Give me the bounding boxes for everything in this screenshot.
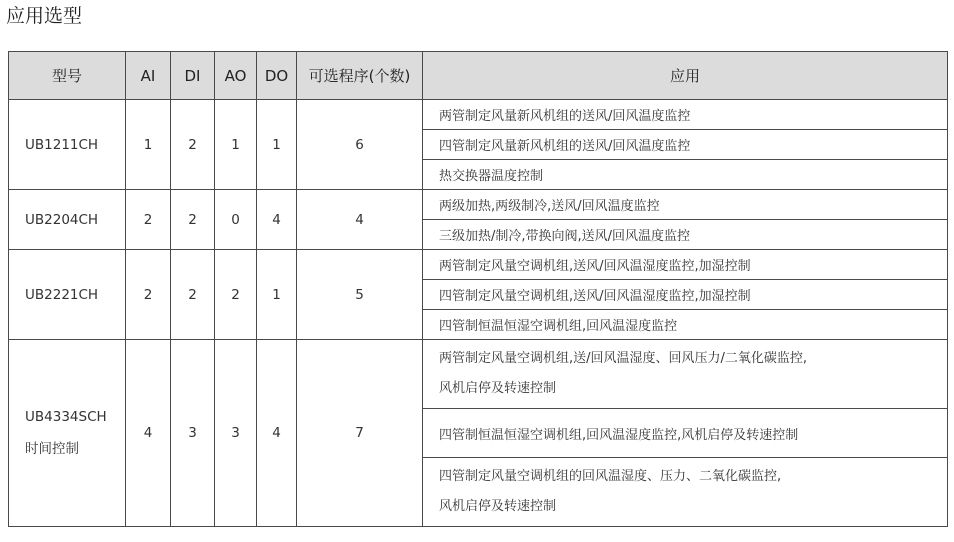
model-cell: UB2221CH [9, 250, 126, 340]
ai-cell: 2 [126, 190, 171, 250]
programs-cell: 7 [297, 340, 423, 527]
header-ai: AI [126, 52, 171, 100]
table-row [9, 190, 948, 220]
application-line: 风机启停及转速控制 [439, 381, 557, 396]
header-programs: 可选程序(个数) [297, 52, 423, 100]
do-cell: 1 [257, 250, 297, 340]
do-cell: 4 [257, 190, 297, 250]
do-cell: 1 [257, 100, 297, 190]
table-row [9, 100, 948, 130]
page-title: 应用选型 [6, 5, 83, 27]
programs-cell: 5 [297, 250, 423, 340]
header-do: DO [257, 52, 297, 100]
application-cell: 四管制定风量新风机组的送风/回风温度监控 [423, 130, 948, 160]
programs-cell: 6 [297, 100, 423, 190]
header-di: DI [171, 52, 215, 100]
header-application: 应用 [423, 52, 948, 100]
application-cell: 四管制定风量空调机组,送风/回风温湿度监控,加湿控制 [423, 280, 948, 310]
selection-table [8, 51, 948, 527]
table-header-row [9, 52, 948, 100]
di-cell: 2 [171, 250, 215, 340]
table-row [9, 250, 948, 280]
application-cell: 四管制恒温恒湿空调机组,回风温湿度监控,风机启停及转速控制 [423, 409, 948, 458]
model-cell: UB2204CH [9, 190, 126, 250]
application-cell: 三级加热/制冷,带换向阀,送风/回风温度监控 [423, 220, 948, 250]
di-cell: 2 [171, 100, 215, 190]
table-row [9, 340, 948, 409]
ao-cell: 0 [215, 190, 257, 250]
application-line: 风机启停及转速控制 [439, 499, 557, 514]
application-cell [423, 458, 948, 527]
di-cell: 3 [171, 340, 215, 527]
application-cell: 两级加热,两级制冷,送风/回风温度监控 [423, 190, 948, 220]
application-cell [423, 340, 948, 409]
application-cell: 四管制恒温恒湿空调机组,回风温湿度监控 [423, 310, 948, 340]
ai-cell: 2 [126, 250, 171, 340]
do-cell: 4 [257, 340, 297, 527]
ao-cell: 3 [215, 340, 257, 527]
ai-cell: 1 [126, 100, 171, 190]
model-subtitle: 时间控制 [25, 441, 79, 457]
application-line: 两管制定风量空调机组,送/回风温湿度、回风压力/二氧化碳监控, [439, 351, 808, 366]
model-name: UB4334SCH [25, 409, 107, 425]
application-cell: 热交换器温度控制 [423, 160, 948, 190]
model-cell [9, 340, 126, 527]
application-line: 四管制定风量空调机组的回风温湿度、压力、二氧化碳监控, [439, 469, 782, 484]
application-cell: 两管制定风量新风机组的送风/回风温度监控 [423, 100, 948, 130]
di-cell: 2 [171, 190, 215, 250]
ao-cell: 2 [215, 250, 257, 340]
header-ao: AO [215, 52, 257, 100]
ao-cell: 1 [215, 100, 257, 190]
programs-cell: 4 [297, 190, 423, 250]
ai-cell: 4 [126, 340, 171, 527]
application-cell: 两管制定风量空调机组,送风/回风温湿度监控,加湿控制 [423, 250, 948, 280]
model-cell: UB1211CH [9, 100, 126, 190]
header-model: 型号 [9, 52, 126, 100]
